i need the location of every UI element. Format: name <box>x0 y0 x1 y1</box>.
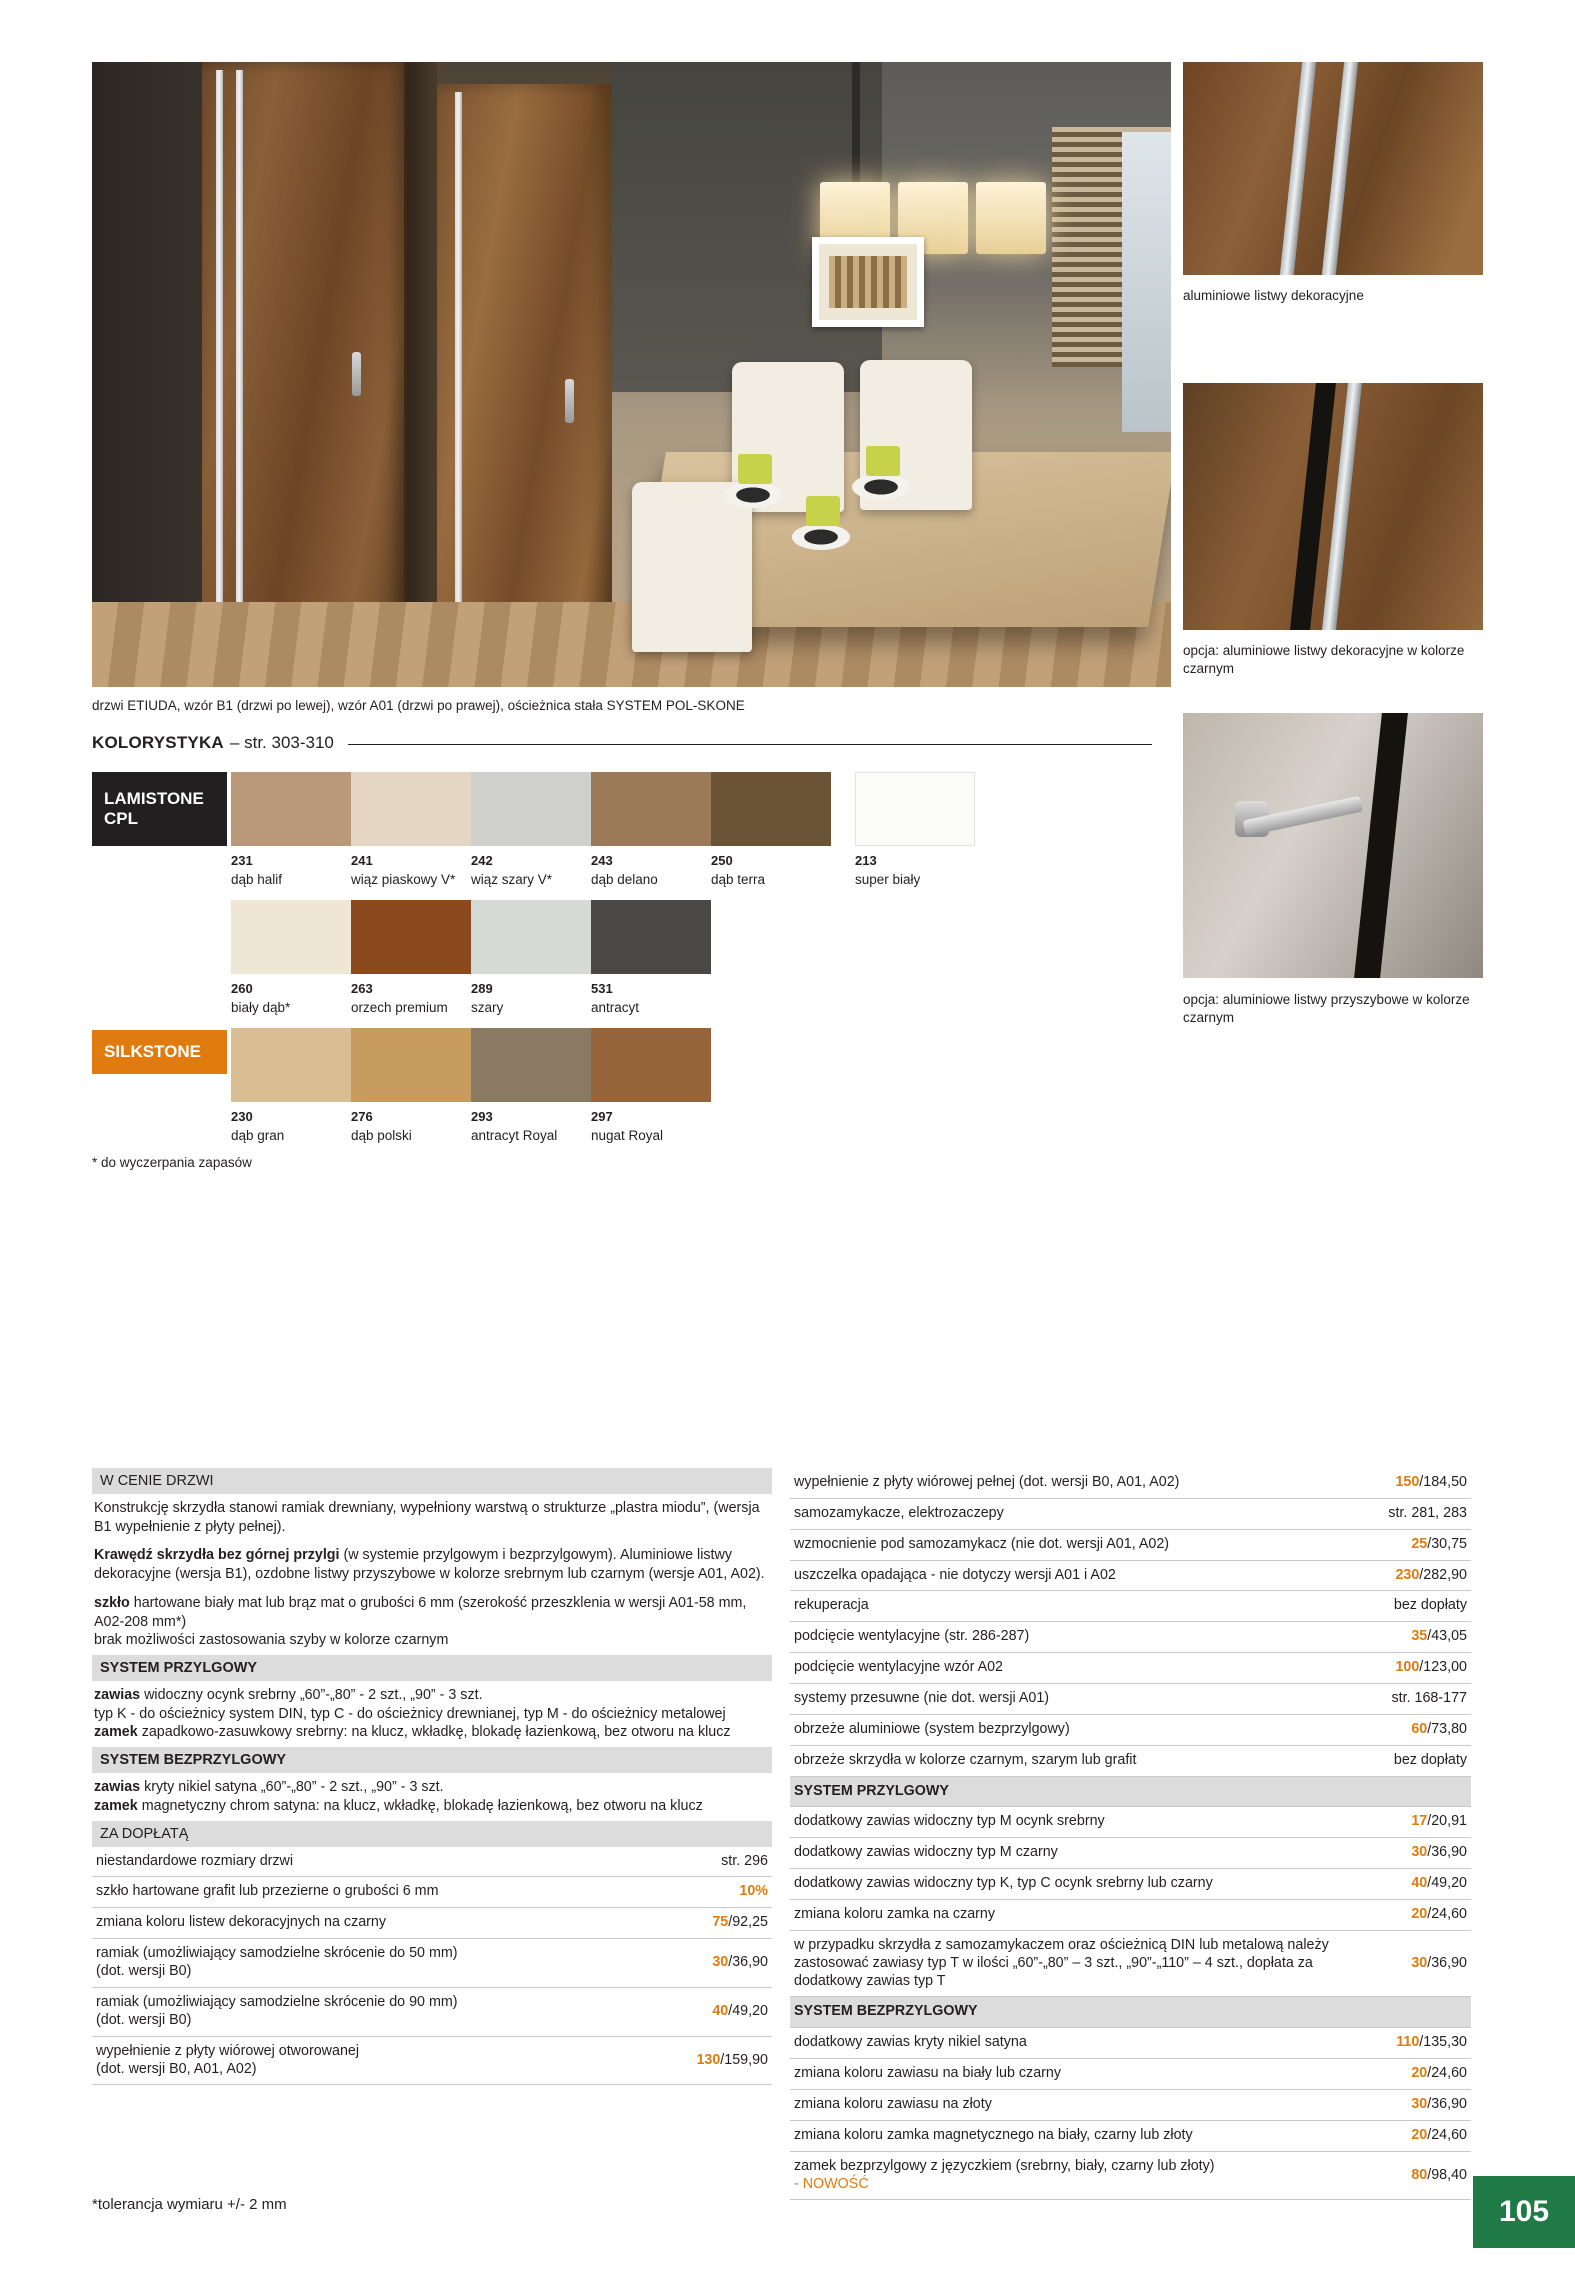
price-accent: 60 <box>1411 1720 1428 1737</box>
swatch-260 <box>231 900 351 974</box>
price-rest: /20,91 <box>1427 1813 1467 1830</box>
para-konstrukcja: Konstrukcję skrzydła stanowi ramiak drewniany, wypełniony warstwą o strukturze „plastra miodu”, (wersja B1 wypełnienie z płyty pełnej). <box>94 1500 760 1535</box>
side-photo-1-caption: aluminiowe listwy dekoracyjne <box>1183 288 1364 303</box>
price-rest: /30,75 <box>1427 1535 1467 1552</box>
table-row <box>92 1847 772 1877</box>
swatch-code: 276 <box>351 1109 373 1124</box>
swatch-footnote: * do wyczerpania zapasów <box>92 1155 252 1170</box>
price-rest: /282,90 <box>1419 1566 1467 1583</box>
section-header-system-przylgowy-right <box>790 1776 1471 1807</box>
row-label: zmiana koloru zamka magnetycznego na biały, czarny lub złoty <box>790 2120 1353 2151</box>
price-accent: 35 <box>1411 1628 1428 1645</box>
row-price <box>654 1908 772 1939</box>
row-price <box>1353 2028 1471 2059</box>
table-row <box>790 2151 1471 2200</box>
door-handle-icon <box>352 352 361 396</box>
window <box>1122 132 1171 432</box>
row-label: wypełnienie z płyty wiórowej otworowanej (dot. wersji B0, A01, A02) <box>92 2036 654 2085</box>
swatch-241 <box>351 772 471 846</box>
table-row <box>790 1622 1471 1653</box>
table-row <box>92 1987 772 2036</box>
table-row <box>92 2036 772 2085</box>
section-header-system-bezprzylgowy: SYSTEM BEZPRZYLGOWY <box>92 1747 772 1773</box>
row-price <box>1353 1745 1471 1776</box>
row-label: ramiak (umożliwiający samodzielne skrócenie do 90 mm) (dot. wersji B0) <box>92 1987 654 2036</box>
tolerance-note: *tolerancja wymiaru +/- 2 mm <box>92 2196 287 2213</box>
main-photo-caption: drzwi ETIUDA, wzór B1 (drzwi po lewej), wzór A01 (drzwi po prawej), ościeżnica stała SYSTEM POL-SKONE <box>92 698 745 713</box>
badge-lamistone-cpl <box>92 772 227 846</box>
right-price-table <box>790 1468 1471 2200</box>
table-row <box>790 1930 1471 1997</box>
row-price <box>1353 2090 1471 2121</box>
para-krawedz <box>92 1541 772 1588</box>
table-row <box>790 1869 1471 1900</box>
row-label: szkło hartowane grafit lub przezierne o grubości 6 mm <box>92 1877 654 1908</box>
swatch-code: 241 <box>351 853 373 868</box>
swatch-name: szary <box>471 1000 504 1015</box>
table-row <box>790 1468 1471 1498</box>
side-photo-alu-strips-black <box>1183 383 1483 630</box>
price-rest: /49,20 <box>728 2002 768 2019</box>
table-row <box>790 1714 1471 1745</box>
swatch-code: 230 <box>231 1109 253 1124</box>
row-label: zmiana koloru zamka na czarny <box>790 1900 1353 1931</box>
bezprzylgowy-lines <box>92 1773 772 1820</box>
swatch-276 <box>351 1028 471 1102</box>
swatch-code: 242 <box>471 853 493 868</box>
row-label: obrzeże aluminiowe (system bezprzylgowy) <box>790 1714 1353 1745</box>
badge-label: LAMISTONE CPL <box>104 789 204 828</box>
price-accent: 30 <box>1411 1844 1428 1861</box>
price-accent: 130 <box>696 2051 721 2068</box>
section-header-za-doplata: ZA DOPŁATĄ <box>92 1821 772 1847</box>
swatch-code: 260 <box>231 981 253 996</box>
swatch-531 <box>591 900 711 974</box>
swatch-name: super biały <box>855 872 921 887</box>
row-price <box>1353 1560 1471 1591</box>
swatch-code: 243 <box>591 853 613 868</box>
row-price <box>1353 1622 1471 1653</box>
swatch-name: dąb halif <box>231 872 283 887</box>
swatch-name: biały dąb* <box>231 1000 291 1015</box>
price-accent: 110 <box>1396 2034 1420 2051</box>
row-price <box>1353 1930 1471 1997</box>
przylgowy-zawias <box>92 1681 772 1747</box>
value-zamek: zapadkowo-zasuwkowy srebrny: na klucz, wkładkę, blokadę łazienkową, bez otworu na klucz <box>141 1724 731 1741</box>
swatch-code: 531 <box>591 981 613 996</box>
table-row <box>790 2120 1471 2151</box>
row-label: zmiana koloru listew dekoracyjnych na czarny <box>92 1908 654 1939</box>
row-price <box>1353 1653 1471 1684</box>
price-accent: 20 <box>1411 2126 1428 2143</box>
price-accent: 25 <box>1411 1535 1428 1552</box>
row-price <box>1353 2059 1471 2090</box>
price-rest: bez dopłaty <box>1393 1597 1467 1614</box>
price-rest: /92,25 <box>728 1914 768 1931</box>
row-price <box>1353 1900 1471 1931</box>
chair <box>632 482 752 652</box>
row-price <box>654 1847 772 1877</box>
price-accent: 230 <box>1395 1566 1420 1583</box>
row-price <box>1353 1714 1471 1745</box>
row-label: dodatkowy zawias widoczny typ M czarny <box>790 1838 1353 1869</box>
value-typy: typ K - do ościeżnicy system DIN, typ C - do ościeżnicy drewnianej, typ M - do ościeżnicy metalowej <box>94 1705 726 1722</box>
row-label: systemy przesuwne (nie dot. wersji A01) <box>790 1684 1353 1715</box>
para-krawedz-bold: Krawędź skrzydła bez górnej przylgi <box>94 1547 340 1564</box>
table-row <box>790 1560 1471 1591</box>
value-zawias: widoczny ocynk srebrny „60”-„80” - 2 szt., „90” - 3 szt. <box>144 1687 483 1704</box>
row-label: wzmocnienie pod samozamykacz (nie dot. wersji A01, A02) <box>790 1529 1353 1560</box>
para-szklo <box>92 1589 772 1655</box>
swatch-code: 250 <box>711 853 733 868</box>
plate <box>792 524 850 550</box>
price-accent: 20 <box>1411 1906 1428 1923</box>
novosc-badge: - NOWOŚĆ <box>794 2175 869 2192</box>
label-zawias2: zawias <box>94 1779 141 1796</box>
door-b1 <box>202 62 407 660</box>
row-price <box>1353 1468 1471 1498</box>
row-label: obrzeże skrzydła w kolorze czarnym, szarym lub grafit <box>790 1745 1353 1776</box>
napkin <box>806 496 840 526</box>
right-info-column <box>790 1468 1471 2200</box>
row-label: zmiana koloru zawiasu na złoty <box>790 2090 1353 2121</box>
row-label: dodatkowy zawias widoczny typ K, typ C ocynk srebrny lub czarny <box>790 1869 1353 1900</box>
swatch-code: 297 <box>591 1109 613 1124</box>
price-rest: /36,90 <box>728 1954 768 1971</box>
row-label: zmiana koloru zawiasu na biały lub czarny <box>790 2059 1353 2090</box>
row-price <box>1353 1498 1471 1529</box>
swatch-293 <box>471 1028 591 1102</box>
price-accent: 40 <box>1411 1875 1428 1892</box>
swatch-code: 263 <box>351 981 373 996</box>
table-row <box>92 1908 772 1939</box>
row-price <box>654 1939 772 1988</box>
table-row <box>790 1745 1471 1776</box>
main-interior-photo <box>92 62 1171 687</box>
para-szklo-rest: hartowane biały mat lub brąz mat o grubości 6 mm (szerokość przeszklenia w wersji A01-58 mm, A02-208 mm*) brak możliwości zastosowania szyby w kolorze czarnym <box>94 1594 747 1649</box>
table-row <box>790 1807 1471 1838</box>
table-row <box>790 1838 1471 1869</box>
row-price <box>654 1987 772 2036</box>
price-accent: 17 <box>1411 1813 1428 1830</box>
value-zamek2: magnetyczny chrom satyna: na klucz, wkładkę, blokadę łazienkową, bez otworu na klucz <box>141 1797 703 1814</box>
para-krawedz-rest: (w systemie przylgowym i bezprzylgowym). Aluminiowe listwy dekoracyjne (wersja B1), ozdobne listwy przyszybowe w kolorze srebrnym lub czarnym (wersje A01, A02). <box>94 1547 765 1583</box>
kolorystyka-title: KOLORYSTYKA <box>92 733 224 752</box>
row-price <box>1353 1684 1471 1715</box>
swatch-code: 213 <box>855 853 877 868</box>
price-rest: /184,50 <box>1419 1474 1467 1490</box>
price-rest: /159,90 <box>720 2051 768 2068</box>
swatch-name: dąb gran <box>231 1128 285 1143</box>
swatch-263 <box>351 900 471 974</box>
price-rest: /49,20 <box>1427 1875 1467 1892</box>
price-accent: 40 <box>712 2002 729 2019</box>
price-accent: 30 <box>1411 1954 1428 1971</box>
swatch-230 <box>231 1028 351 1102</box>
table-row <box>790 1684 1471 1715</box>
table-row <box>790 2028 1471 2059</box>
row-label: niestandardowe rozmiary drzwi <box>92 1847 654 1877</box>
swatch-243 <box>591 772 711 846</box>
plate <box>852 474 910 500</box>
decor-strip-icon <box>216 70 223 652</box>
price-rest: /73,80 <box>1427 1720 1467 1737</box>
price-accent: 30 <box>712 1954 729 1971</box>
price-rest: /43,05 <box>1427 1628 1467 1645</box>
row-price <box>1353 2120 1471 2151</box>
table-row <box>92 1939 772 1988</box>
table-row <box>790 1591 1471 1622</box>
table-row <box>790 2090 1471 2121</box>
table-row <box>92 1877 772 1908</box>
price-accent: 10% <box>739 1883 768 1900</box>
row-label: w przypadku skrzydła z samozamykaczem oraz ościeżnicą DIN lub metalową należy zastosować zawiasy typ T w ilości „60”-„80” – 3 szt., „90”-„110” – 4 szt., dopłata za dodatkowy zawias typ T <box>790 1930 1353 1997</box>
swatch-213 <box>855 772 975 846</box>
row-price <box>1353 1869 1471 1900</box>
row-price <box>1353 2151 1471 2200</box>
table-row <box>790 1653 1471 1684</box>
side-photo-alu-strips <box>1183 62 1483 275</box>
swatch-name: dąb delano <box>591 872 658 887</box>
table-row <box>790 2059 1471 2090</box>
table-row <box>790 1498 1471 1529</box>
lamp-rod <box>852 62 860 182</box>
row-label <box>790 2151 1353 2200</box>
price-rest: /123,00 <box>1419 1659 1467 1676</box>
section-header-w-cenie-drzwi: W CENIE DRZWI <box>92 1468 772 1494</box>
badge-label: SILKSTONE <box>104 1042 201 1062</box>
row-price <box>1353 1807 1471 1838</box>
plate <box>724 482 782 508</box>
price-accent: 20 <box>1411 2065 1428 2082</box>
row-price <box>654 1877 772 1908</box>
swatch-name: antracyt <box>591 1000 640 1015</box>
napkin <box>738 454 772 484</box>
table-row <box>790 1900 1471 1931</box>
swatch-231 <box>231 772 351 846</box>
price-accent: 150 <box>1395 1474 1420 1490</box>
row-price <box>1353 1529 1471 1560</box>
section-header-system-bezprzylgowy-right <box>790 1997 1471 2028</box>
row-label: rekuperacja <box>790 1591 1353 1622</box>
price-rest: /36,90 <box>1427 2096 1467 2113</box>
label-zawias: zawias <box>94 1687 141 1704</box>
row-label: podcięcie wentylacyjne wzór A02 <box>790 1653 1353 1684</box>
label-zamek2: zamek <box>94 1797 138 1814</box>
price-rest: bez dopłaty <box>1393 1751 1467 1768</box>
swatch-code: 289 <box>471 981 493 996</box>
row-label: wypełnienie z płyty wiórowej pełnej (dot. wersji B0, A01, A02) <box>790 1468 1353 1498</box>
price-rest: /98,40 <box>1427 2166 1467 2183</box>
table-row <box>790 1529 1471 1560</box>
price-rest: /36,90 <box>1427 1844 1467 1861</box>
section-header-system-przylgowy: SYSTEM PRZYLGOWY <box>92 1655 772 1681</box>
row-price <box>1353 1591 1471 1622</box>
price-rest: str. 296 <box>721 1852 768 1869</box>
price-rest: /36,90 <box>1427 1954 1467 1971</box>
price-rest: str. 168-177 <box>1391 1690 1467 1707</box>
section-label: SYSTEM BEZPRZYLGOWY <box>790 1997 1471 2028</box>
swatch-code: 231 <box>231 853 253 868</box>
wall-left <box>92 62 212 687</box>
row-label: dodatkowy zawias kryty nikiel satyna <box>790 2028 1353 2059</box>
kolorystyka-subtitle: – str. 303-310 <box>229 733 334 752</box>
door-frame <box>407 62 437 660</box>
label-zamek: zamek <box>94 1724 138 1741</box>
value-zawias2: kryty nikiel satyna „60”-„80” - 2 szt., „90” - 3 szt. <box>144 1779 444 1796</box>
swatch-250 <box>711 772 831 846</box>
price-rest: /24,60 <box>1427 2065 1467 2082</box>
side-photo-2-caption: opcja: aluminiowe listwy dekoracyjne w kolorze czarnym <box>1183 643 1465 676</box>
decor-strip-icon <box>236 70 243 652</box>
row-label: dodatkowy zawias widoczny typ M ocynk srebrny <box>790 1807 1353 1838</box>
price-rest: /24,60 <box>1427 1906 1467 1923</box>
door-a01 <box>437 84 612 649</box>
swatch-name: wiąz piaskowy V* <box>351 872 456 887</box>
side-photo-glazing-strips-black <box>1183 713 1483 978</box>
swatch-297 <box>591 1028 711 1102</box>
swatch-name: dąb polski <box>351 1128 412 1143</box>
price-accent: 100 <box>1395 1659 1420 1676</box>
row-price <box>1353 1838 1471 1869</box>
price-accent: 30 <box>1411 2096 1428 2113</box>
swatch-name: antracyt Royal <box>471 1128 558 1143</box>
swatch-name: wiąz szary V* <box>471 872 553 887</box>
page-number-badge: 105 <box>1473 2176 1575 2248</box>
row-price <box>654 2036 772 2085</box>
swatch-289 <box>471 900 591 974</box>
swatch-name: dąb terra <box>711 872 766 887</box>
decor-strip-icon <box>455 92 462 641</box>
swatch-code: 293 <box>471 1109 493 1124</box>
badge-silkstone <box>92 1030 227 1074</box>
section-label: SYSTEM PRZYLGOWY <box>790 1776 1471 1807</box>
wall-picture <box>812 237 924 327</box>
header-rule <box>348 744 1152 745</box>
swatch-name: nugat Royal <box>591 1128 664 1143</box>
left-info-column <box>92 1468 772 2085</box>
price-rest: /135,30 <box>1419 2034 1467 2051</box>
row-label: ramiak (umożliwiający samodzielne skrócenie do 50 mm) (dot. wersji B0) <box>92 1939 654 1988</box>
napkin <box>866 446 900 476</box>
price-accent: 75 <box>712 1914 729 1931</box>
doplata-table <box>92 1847 772 2086</box>
swatch-242 <box>471 772 591 846</box>
side-photo-3-caption: opcja: aluminiowe listwy przyszybowe w kolorze czarnym <box>1183 992 1470 1025</box>
pendant-lamp-icon <box>976 182 1046 254</box>
swatch-name: orzech premium <box>351 1000 448 1015</box>
door-handle-icon <box>565 379 574 423</box>
row-label: samozamykacze, elektrozaczepy <box>790 1498 1353 1529</box>
price-accent: 80 <box>1411 2166 1428 2183</box>
row-label: podcięcie wentylacyjne (str. 286-287) <box>790 1622 1353 1653</box>
row-label: uszczelka opadająca - nie dotyczy wersji A01 i A02 <box>790 1560 1353 1591</box>
para-szklo-bold: szkło <box>94 1594 130 1611</box>
kolorystyka-header <box>92 733 1152 753</box>
price-rest: str. 281, 283 <box>1388 1504 1467 1521</box>
row-label-text: zamek bezprzylgowy z języczkiem (srebrny, biały, czarny lub złoty) <box>794 2157 1215 2174</box>
price-rest: /24,60 <box>1427 2126 1467 2143</box>
